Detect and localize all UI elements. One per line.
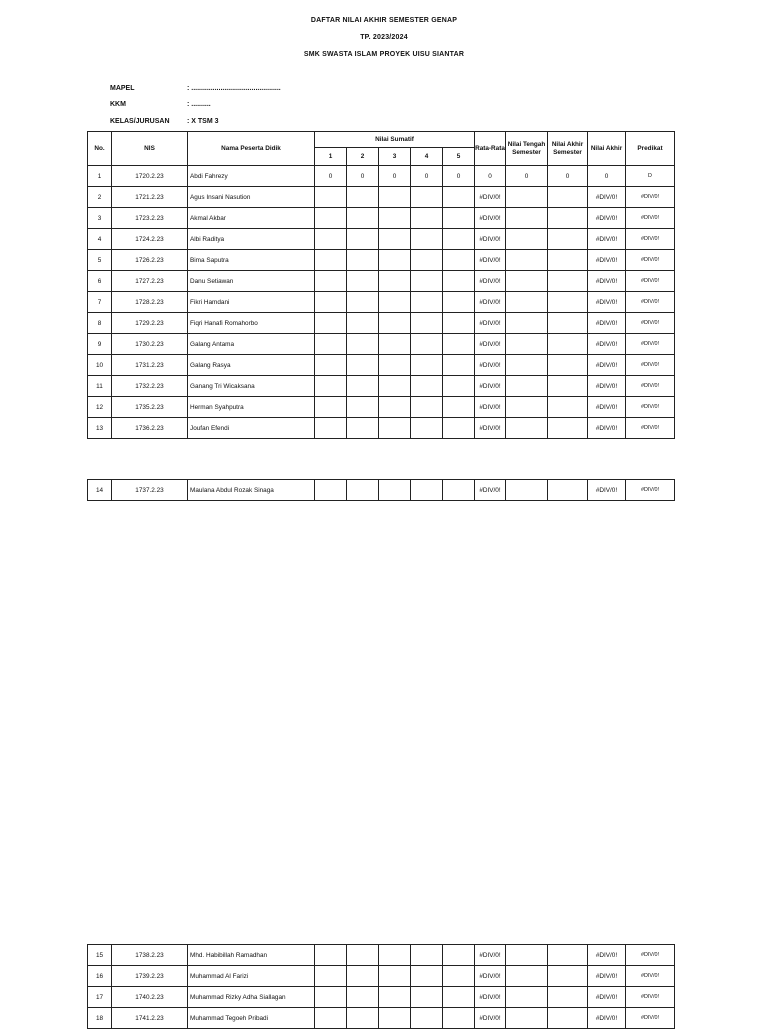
- sumatif-4-score: [411, 187, 443, 208]
- predicate: #DIV/0!: [626, 271, 675, 292]
- header-predicate: Predikat: [626, 132, 675, 166]
- kkm-label: KKM: [110, 101, 126, 108]
- final-score: #DIV/0!: [588, 271, 626, 292]
- predicate: #DIV/0!: [626, 313, 675, 334]
- mid-semester-score: [506, 966, 548, 987]
- student-name: Muhammad Rizky Adha Siallagan: [188, 987, 315, 1008]
- sumatif-1-score: [315, 187, 347, 208]
- table-row: [88, 355, 675, 376]
- final-semester-score: [548, 229, 588, 250]
- sumatif-2-score: [347, 966, 379, 987]
- final-semester-score: [548, 397, 588, 418]
- mid-semester-score: [506, 355, 548, 376]
- average-score: #DIV/0!: [475, 945, 506, 966]
- student-nis: 1724.2.23: [112, 229, 188, 250]
- row-number: 13: [88, 418, 112, 439]
- sumatif-3-score: [379, 376, 411, 397]
- sumatif-4-score: [411, 397, 443, 418]
- sumatif-1-score: [315, 292, 347, 313]
- row-number: 2: [88, 187, 112, 208]
- predicate: #DIV/0!: [626, 187, 675, 208]
- table-row: [88, 313, 675, 334]
- final-semester-score: [548, 376, 588, 397]
- table-row: [88, 271, 675, 292]
- row-number: 4: [88, 229, 112, 250]
- student-name: Bima Saputra: [188, 250, 315, 271]
- predicate: #DIV/0!: [626, 208, 675, 229]
- row-number: 14: [88, 480, 112, 501]
- final-semester-score: [548, 313, 588, 334]
- average-score: #DIV/0!: [475, 1008, 506, 1029]
- student-nis: 1738.2.23: [112, 945, 188, 966]
- table-row: [88, 397, 675, 418]
- student-nis: 1729.2.23: [112, 313, 188, 334]
- predicate: #DIV/0!: [626, 1008, 675, 1029]
- sumatif-3-score: [379, 292, 411, 313]
- mid-semester-score: [506, 480, 548, 501]
- sumatif-1-score: [315, 1008, 347, 1029]
- sumatif-5-score: [443, 229, 475, 250]
- row-number: 11: [88, 376, 112, 397]
- student-name: Galang Rasya: [188, 355, 315, 376]
- table-row: [88, 966, 675, 987]
- row-number: 17: [88, 987, 112, 1008]
- mid-semester-score: [506, 313, 548, 334]
- average-score: #DIV/0!: [475, 966, 506, 987]
- table-row: [88, 418, 675, 439]
- final-semester-score: [548, 355, 588, 376]
- student-nis: 1737.2.23: [112, 480, 188, 501]
- table-row: [88, 229, 675, 250]
- row-number: 15: [88, 945, 112, 966]
- student-name: Abdi Fahrezy: [188, 166, 315, 187]
- sumatif-1-score: [315, 376, 347, 397]
- sumatif-5-score: [443, 187, 475, 208]
- mid-semester-score: [506, 945, 548, 966]
- sumatif-2-score: [347, 987, 379, 1008]
- table-row: [88, 945, 675, 966]
- sumatif-1-score: [315, 945, 347, 966]
- student-nis: 1736.2.23: [112, 418, 188, 439]
- row-number: 1: [88, 166, 112, 187]
- row-number: 12: [88, 397, 112, 418]
- average-score: #DIV/0!: [475, 397, 506, 418]
- header-sumatif-2: 2: [347, 148, 379, 166]
- sumatif-4-score: [411, 229, 443, 250]
- sumatif-3-score: [379, 271, 411, 292]
- sumatif-1-score: [315, 313, 347, 334]
- sumatif-2-score: [347, 355, 379, 376]
- sumatif-5-score: [443, 355, 475, 376]
- sumatif-2-score: [347, 229, 379, 250]
- sumatif-1-score: [315, 397, 347, 418]
- sumatif-1-score: [315, 250, 347, 271]
- grade-table-body: [88, 480, 675, 501]
- final-semester-score: [548, 418, 588, 439]
- sumatif-5-score: [443, 208, 475, 229]
- sumatif-2-score: [347, 334, 379, 355]
- final-score: #DIV/0!: [588, 250, 626, 271]
- final-score: #DIV/0!: [588, 355, 626, 376]
- mid-semester-score: [506, 1008, 548, 1029]
- sumatif-1-score: [315, 355, 347, 376]
- sumatif-3-score: [379, 355, 411, 376]
- sumatif-2-score: [347, 187, 379, 208]
- sumatif-5-score: [443, 250, 475, 271]
- kelas-label: KELAS/JURUSAN: [110, 118, 170, 125]
- final-semester-score: [548, 250, 588, 271]
- student-name: Muhammad Tegoeh Pribadi: [188, 1008, 315, 1029]
- sumatif-2-score: [347, 376, 379, 397]
- sumatif-1-score: [315, 966, 347, 987]
- mid-semester-score: [506, 187, 548, 208]
- sumatif-2-score: [347, 480, 379, 501]
- average-score: #DIV/0!: [475, 334, 506, 355]
- sumatif-3-score: [379, 945, 411, 966]
- sumatif-1-score: 0: [315, 166, 347, 187]
- header-mid-semester: Nilai Tengah Semester: [506, 132, 548, 166]
- sumatif-5-score: [443, 271, 475, 292]
- predicate: #DIV/0!: [626, 945, 675, 966]
- student-name: Albi Raditya: [188, 229, 315, 250]
- predicate: D: [626, 166, 675, 187]
- student-name: Fiqri Hanafi Romahorbo: [188, 313, 315, 334]
- sumatif-5-score: [443, 480, 475, 501]
- header-sumatif-3: 3: [379, 148, 411, 166]
- sumatif-5-score: [443, 313, 475, 334]
- table-row: [88, 334, 675, 355]
- mid-semester-score: 0: [506, 166, 548, 187]
- sumatif-1-score: [315, 229, 347, 250]
- school-name: SMK SWASTA ISLAM PROYEK UISU SIANTAR: [303, 51, 465, 58]
- student-nis: 1735.2.23: [112, 397, 188, 418]
- sumatif-3-score: [379, 208, 411, 229]
- average-score: #DIV/0!: [475, 229, 506, 250]
- row-number: 3: [88, 208, 112, 229]
- header-nis: NIS: [112, 132, 188, 166]
- grade-table-body: [88, 945, 675, 1029]
- sumatif-5-score: [443, 418, 475, 439]
- document-title: DAFTAR NILAI AKHIR SEMESTER GENAP: [310, 17, 458, 24]
- sumatif-3-score: [379, 250, 411, 271]
- average-score: #DIV/0!: [475, 250, 506, 271]
- final-score: #DIV/0!: [588, 987, 626, 1008]
- sumatif-4-score: [411, 418, 443, 439]
- sumatif-1-score: [315, 208, 347, 229]
- sumatif-2-score: [347, 271, 379, 292]
- sumatif-3-score: [379, 480, 411, 501]
- final-score: #DIV/0!: [588, 1008, 626, 1029]
- final-score: #DIV/0!: [588, 334, 626, 355]
- student-name: Mhd. Habibillah Ramadhan: [188, 945, 315, 966]
- sumatif-1-score: [315, 480, 347, 501]
- predicate: #DIV/0!: [626, 418, 675, 439]
- mid-semester-score: [506, 208, 548, 229]
- final-semester-score: [548, 292, 588, 313]
- row-number: 7: [88, 292, 112, 313]
- mapel-value: : ..............................................: [187, 85, 281, 92]
- sumatif-3-score: [379, 397, 411, 418]
- sumatif-3-score: 0: [379, 166, 411, 187]
- final-score: #DIV/0!: [588, 945, 626, 966]
- student-name: Herman Syahputra: [188, 397, 315, 418]
- predicate: #DIV/0!: [626, 229, 675, 250]
- student-nis: 1726.2.23: [112, 250, 188, 271]
- final-score: #DIV/0!: [588, 480, 626, 501]
- sumatif-5-score: [443, 945, 475, 966]
- final-semester-score: [548, 334, 588, 355]
- final-semester-score: [548, 187, 588, 208]
- table-row: [88, 376, 675, 397]
- sumatif-4-score: [411, 376, 443, 397]
- sumatif-4-score: [411, 208, 443, 229]
- header-sumatif-5: 5: [443, 148, 475, 166]
- grade-table-continued: [87, 479, 675, 501]
- sumatif-2-score: [347, 313, 379, 334]
- average-score: #DIV/0!: [475, 355, 506, 376]
- final-semester-score: [548, 945, 588, 966]
- final-score: #DIV/0!: [588, 376, 626, 397]
- student-nis: 1739.2.23: [112, 966, 188, 987]
- student-name: Akmal Akbar: [188, 208, 315, 229]
- sumatif-2-score: [347, 292, 379, 313]
- mid-semester-score: [506, 376, 548, 397]
- predicate: #DIV/0!: [626, 397, 675, 418]
- predicate: #DIV/0!: [626, 292, 675, 313]
- table-row: [88, 292, 675, 313]
- student-nis: 1731.2.23: [112, 355, 188, 376]
- sumatif-2-score: [347, 250, 379, 271]
- mid-semester-score: [506, 292, 548, 313]
- sumatif-1-score: [315, 271, 347, 292]
- header-sumatif: Nilai Sumatif: [315, 132, 475, 148]
- header-no: No.: [88, 132, 112, 166]
- mid-semester-score: [506, 250, 548, 271]
- sumatif-4-score: [411, 480, 443, 501]
- sumatif-4-score: [411, 271, 443, 292]
- predicate: #DIV/0!: [626, 355, 675, 376]
- sumatif-2-score: [347, 208, 379, 229]
- mapel-label: MAPEL: [110, 85, 135, 92]
- sumatif-4-score: [411, 966, 443, 987]
- table-row: [88, 166, 675, 187]
- final-score: #DIV/0!: [588, 292, 626, 313]
- student-nis: 1730.2.23: [112, 334, 188, 355]
- table-row: [88, 187, 675, 208]
- sumatif-3-score: [379, 418, 411, 439]
- table-row: [88, 208, 675, 229]
- header-average: Rata-Rata: [475, 132, 506, 166]
- sumatif-3-score: [379, 1008, 411, 1029]
- row-number: 16: [88, 966, 112, 987]
- table-row: [88, 1008, 675, 1029]
- sumatif-1-score: [315, 987, 347, 1008]
- sumatif-3-score: [379, 229, 411, 250]
- student-name: Fikri Hamdani: [188, 292, 315, 313]
- sumatif-2-score: 0: [347, 166, 379, 187]
- sumatif-5-score: [443, 987, 475, 1008]
- sumatif-3-score: [379, 313, 411, 334]
- average-score: #DIV/0!: [475, 313, 506, 334]
- student-name: Galang Antama: [188, 334, 315, 355]
- sumatif-4-score: 0: [411, 166, 443, 187]
- grade-table-continued: [87, 944, 675, 1029]
- average-score: #DIV/0!: [475, 480, 506, 501]
- final-semester-score: [548, 208, 588, 229]
- table-row: [88, 480, 675, 501]
- final-semester-score: [548, 987, 588, 1008]
- header-sumatif-1: 1: [315, 148, 347, 166]
- sumatif-1-score: [315, 418, 347, 439]
- row-number: 18: [88, 1008, 112, 1029]
- sumatif-3-score: [379, 334, 411, 355]
- sumatif-1-score: [315, 334, 347, 355]
- final-score: #DIV/0!: [588, 313, 626, 334]
- final-score: #DIV/0!: [588, 229, 626, 250]
- average-score: #DIV/0!: [475, 292, 506, 313]
- grade-table-body: [88, 166, 675, 439]
- table-row: [88, 250, 675, 271]
- average-score: 0: [475, 166, 506, 187]
- average-score: #DIV/0!: [475, 376, 506, 397]
- predicate: #DIV/0!: [626, 250, 675, 271]
- sumatif-5-score: [443, 334, 475, 355]
- sumatif-4-score: [411, 313, 443, 334]
- student-nis: 1741.2.23: [112, 1008, 188, 1029]
- mid-semester-score: [506, 271, 548, 292]
- predicate: #DIV/0!: [626, 966, 675, 987]
- sumatif-5-score: [443, 966, 475, 987]
- sumatif-2-score: [347, 397, 379, 418]
- sumatif-4-score: [411, 355, 443, 376]
- final-semester-score: [548, 480, 588, 501]
- sumatif-4-score: [411, 292, 443, 313]
- final-score: #DIV/0!: [588, 418, 626, 439]
- sumatif-4-score: [411, 945, 443, 966]
- final-score: 0: [588, 166, 626, 187]
- final-score: #DIV/0!: [588, 187, 626, 208]
- student-name: Maulana Abdul Rozak Sinaga: [188, 480, 315, 501]
- header-final-semester: Nilai Akhir Semester: [548, 132, 588, 166]
- sumatif-5-score: 0: [443, 166, 475, 187]
- sumatif-2-score: [347, 945, 379, 966]
- header-final-score: Nilai Akhir: [588, 132, 626, 166]
- student-nis: 1720.2.23: [112, 166, 188, 187]
- sumatif-3-score: [379, 987, 411, 1008]
- student-nis: 1732.2.23: [112, 376, 188, 397]
- predicate: #DIV/0!: [626, 987, 675, 1008]
- student-name: Agus Insani Nasution: [188, 187, 315, 208]
- row-number: 9: [88, 334, 112, 355]
- student-name: Muhammad Al Farizi: [188, 966, 315, 987]
- predicate: #DIV/0!: [626, 480, 675, 501]
- mid-semester-score: [506, 418, 548, 439]
- final-score: #DIV/0!: [588, 397, 626, 418]
- average-score: #DIV/0!: [475, 187, 506, 208]
- predicate: #DIV/0!: [626, 376, 675, 397]
- final-semester-score: [548, 966, 588, 987]
- student-nis: 1721.2.23: [112, 187, 188, 208]
- student-name: Joufan Efendi: [188, 418, 315, 439]
- average-score: #DIV/0!: [475, 208, 506, 229]
- row-number: 6: [88, 271, 112, 292]
- sumatif-5-score: [443, 376, 475, 397]
- sumatif-5-score: [443, 397, 475, 418]
- final-semester-score: 0: [548, 166, 588, 187]
- sumatif-4-score: [411, 1008, 443, 1029]
- row-number: 8: [88, 313, 112, 334]
- average-score: #DIV/0!: [475, 987, 506, 1008]
- sumatif-5-score: [443, 292, 475, 313]
- student-name: Ganang Tri Wicaksana: [188, 376, 315, 397]
- sumatif-3-score: [379, 966, 411, 987]
- row-number: 5: [88, 250, 112, 271]
- sumatif-2-score: [347, 1008, 379, 1029]
- average-score: #DIV/0!: [475, 418, 506, 439]
- final-semester-score: [548, 271, 588, 292]
- sumatif-4-score: [411, 334, 443, 355]
- final-score: #DIV/0!: [588, 966, 626, 987]
- sumatif-4-score: [411, 250, 443, 271]
- predicate: #DIV/0!: [626, 334, 675, 355]
- student-nis: 1723.2.23: [112, 208, 188, 229]
- header-name: Nama Peserta Didik: [188, 132, 315, 166]
- sumatif-2-score: [347, 418, 379, 439]
- sumatif-4-score: [411, 987, 443, 1008]
- average-score: #DIV/0!: [475, 271, 506, 292]
- grade-table: [87, 131, 675, 439]
- student-nis: 1728.2.23: [112, 292, 188, 313]
- mid-semester-score: [506, 334, 548, 355]
- table-row: [88, 987, 675, 1008]
- student-name: Danu Setiawan: [188, 271, 315, 292]
- academic-year: TP. 2023/2024: [360, 34, 408, 41]
- student-nis: 1727.2.23: [112, 271, 188, 292]
- kkm-value: : ..........: [187, 101, 211, 108]
- mid-semester-score: [506, 397, 548, 418]
- mid-semester-score: [506, 987, 548, 1008]
- final-semester-score: [548, 1008, 588, 1029]
- sumatif-3-score: [379, 187, 411, 208]
- mid-semester-score: [506, 229, 548, 250]
- row-number: 10: [88, 355, 112, 376]
- final-score: #DIV/0!: [588, 208, 626, 229]
- sumatif-5-score: [443, 1008, 475, 1029]
- kelas-value: : X TSM 3: [187, 118, 219, 125]
- student-nis: 1740.2.23: [112, 987, 188, 1008]
- header-sumatif-4: 4: [411, 148, 443, 166]
